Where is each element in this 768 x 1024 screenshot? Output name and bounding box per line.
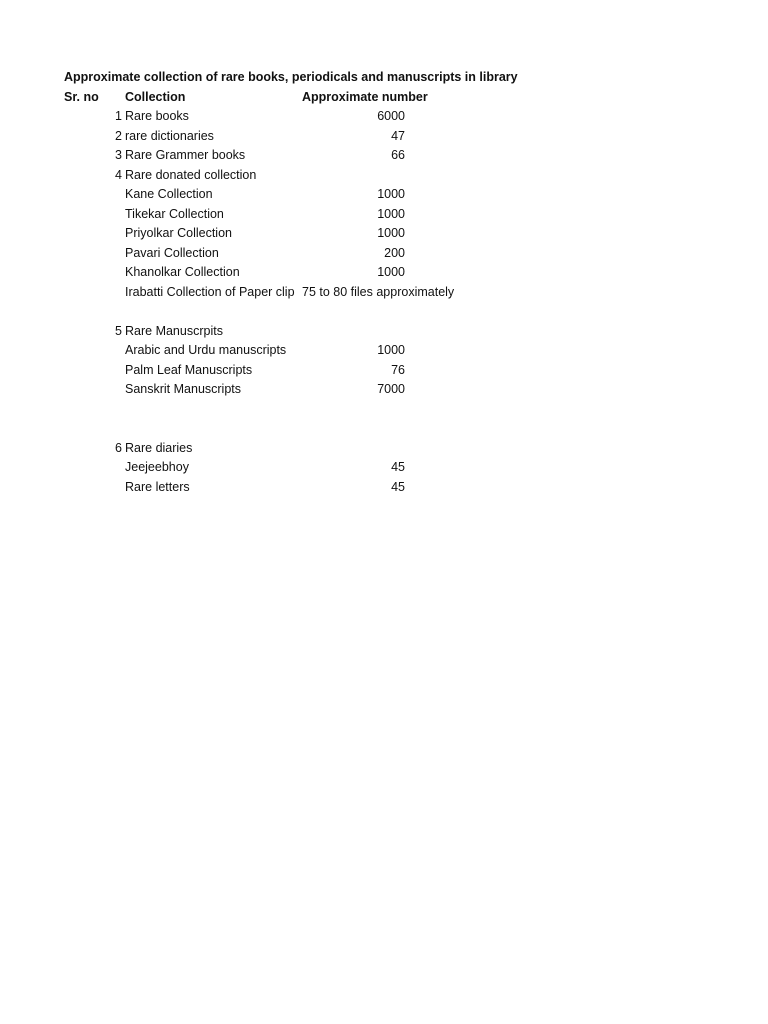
row-collection: Rare Grammer books <box>125 148 246 162</box>
row-collection: Rare letters <box>125 479 190 494</box>
row-number: 1000 <box>377 226 405 240</box>
row-number: 45 <box>391 479 405 494</box>
row-collection: Rare donated collection <box>125 167 257 182</box>
table-row <box>0 342 768 362</box>
row-sr-no: 5 <box>115 323 122 338</box>
table-row <box>0 206 768 226</box>
table-row <box>0 381 768 401</box>
row-number: 1000 <box>377 343 405 357</box>
row-number: 6000 <box>377 109 405 123</box>
row-number: 1000 <box>377 265 405 279</box>
header-collection: Collection <box>125 90 186 104</box>
row-number: 66 <box>391 148 405 162</box>
table-row <box>0 167 768 187</box>
row-number: 1000 <box>377 187 405 201</box>
table-row <box>0 284 768 304</box>
collection-table <box>0 108 768 498</box>
row-number: 75 to 80 files approximately <box>302 284 455 299</box>
row-sr-no: 4 <box>115 167 122 182</box>
row-collection: Arabic and Urdu manuscripts <box>125 343 287 357</box>
row-sr-no: 1 <box>115 109 122 123</box>
row-collection: Priyolkar Collection <box>125 226 232 240</box>
header-sr-no: Sr. no <box>64 90 99 104</box>
row-number: 200 <box>384 245 405 260</box>
row-collection: Rare diaries <box>125 440 193 455</box>
table-row <box>0 147 768 167</box>
table-row <box>0 245 768 265</box>
table-row <box>0 108 768 128</box>
table-row <box>0 128 768 148</box>
page-title: Approximate collection of rare books, periodicals and manuscripts in library <box>64 70 518 84</box>
row-collection: Rare books <box>125 109 189 123</box>
table-row <box>0 225 768 245</box>
row-collection: rare dictionaries <box>125 128 214 143</box>
table-row <box>0 362 768 382</box>
row-collection: Irabatti Collection of Paper clip <box>125 284 295 299</box>
header-approximate-number: Approximate number <box>302 90 428 104</box>
row-collection: Rare Manuscrpits <box>125 323 223 338</box>
row-collection: Khanolkar Collection <box>125 265 240 279</box>
table-row <box>0 186 768 206</box>
row-number: 7000 <box>377 382 405 396</box>
row-sr-no: 3 <box>115 148 122 162</box>
table-row <box>0 459 768 479</box>
table-row <box>0 420 768 440</box>
row-collection: Kane Collection <box>125 187 213 201</box>
row-collection: Pavari Collection <box>125 245 219 260</box>
row-number: 47 <box>391 128 405 143</box>
table-row <box>0 323 768 343</box>
table-row <box>0 401 768 421</box>
table-row <box>0 479 768 499</box>
row-collection: Jeejeebhoy <box>125 460 189 474</box>
row-number: 45 <box>391 460 405 474</box>
row-number: 76 <box>391 362 405 377</box>
row-number: 1000 <box>377 206 405 221</box>
row-collection: Palm Leaf Manuscripts <box>125 362 253 377</box>
table-row <box>0 303 768 323</box>
row-sr-no: 2 <box>115 128 122 143</box>
row-sr-no: 6 <box>115 440 122 455</box>
row-collection: Tikekar Collection <box>125 206 224 221</box>
table-row <box>0 264 768 284</box>
row-collection: Sanskrit Manuscripts <box>125 382 242 396</box>
table-row <box>0 440 768 460</box>
